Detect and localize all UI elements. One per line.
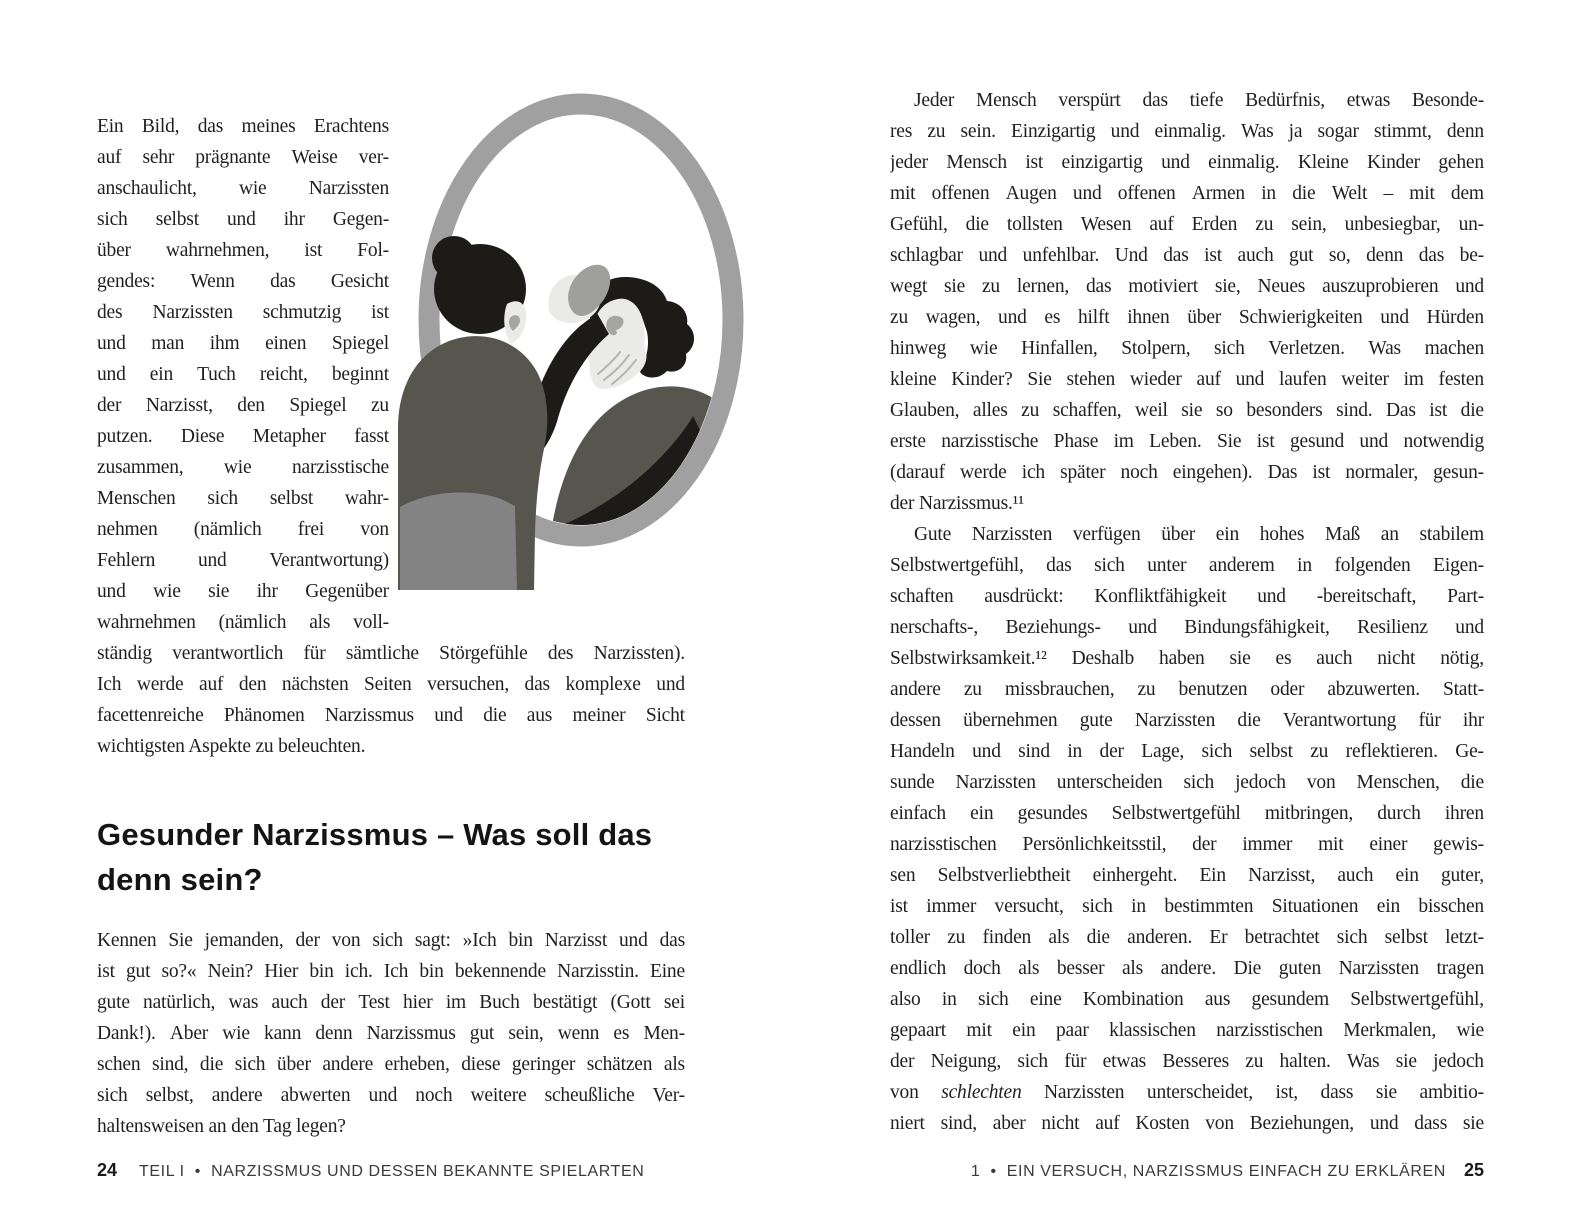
text-line: sich selbst und ihr Gegen- — [97, 209, 389, 230]
person-skirt — [400, 492, 517, 590]
text-line: toller zu finden als die anderen. Er betrachtet sich selbst letzt- — [890, 927, 1484, 948]
text-line: erste narzisstische Phase im Leben. Sie ist gesund und notwendig — [890, 431, 1484, 452]
text-line: hinweg wie Hinfallen, Stolpern, sich Verletzen. Was machen — [890, 338, 1484, 359]
text-line: Kennen Sie jemanden, der von sich sagt: »Ich bin Narzisst und das — [97, 930, 685, 951]
text-line: sich selbst, andere abwerten und noch weitere scheußliche Ver- — [97, 1085, 685, 1106]
text-line: gute natürlich, was auch der Test hier im Buch bestätigt (Gott sei — [97, 992, 685, 1013]
text-line: Selbstwertgefühl, das sich unter anderem in folgenden Eigen- — [890, 555, 1484, 576]
text-line: Ich werde auf den nächsten Seiten versuchen, das komplexe und — [97, 674, 685, 695]
page-number: 25 — [1463, 1160, 1484, 1180]
text-line: Menschen sich selbst wahr- — [97, 488, 389, 509]
text-line: ist immer versucht, sich in bestimmten Situationen ein bisschen — [890, 896, 1484, 917]
page-right — [791, 0, 1582, 1223]
text-line: haltensweisen an den Tag legen? — [97, 1116, 346, 1137]
text-line: Fehlern und Verantwortung) — [97, 550, 389, 571]
text-line: Gefühl, die tollsten Wesen auf Erden zu sein, unbesiegbar, un- — [890, 214, 1484, 235]
text-line: endlich doch als besser als andere. Die guten Narzissten tragen — [890, 958, 1484, 979]
text-line: facettenreiche Phänomen Narzissmus und die aus meiner Sicht — [97, 705, 685, 726]
running-title: 1 • EIN VERSUCH, NARZISSMUS EINFACH ZU ERKLÄREN — [970, 1163, 1446, 1180]
text-line: niert sind, aber nicht auf Kosten von Beziehungen, und dass sie — [890, 1113, 1484, 1134]
text-line: nerschafts-, Beziehungs- und Bindungsfähigkeit, Resilienz und — [890, 617, 1484, 638]
text-line: schen sind, die sich über andere erheben, diese geringer schätzen als — [97, 1054, 685, 1075]
footer-right — [971, 1160, 1484, 1181]
mirror-illustration — [398, 80, 760, 590]
text-line: und ein Tuch reicht, beginnt — [97, 364, 389, 385]
text-line: res zu sein. Einzigartig und einmalig. Was ja sogar stimmt, denn — [890, 121, 1484, 142]
text-line: ist gut so?« Nein? Hier bin ich. Ich bin bekennende Narzisstin. Eine — [97, 961, 685, 982]
text-line: gendes: Wenn das Gesicht — [97, 271, 389, 292]
text-line: also in sich eine Kombination aus gesundem Selbstwertgefühl, — [890, 989, 1484, 1010]
text-line: zu wagen, und es hilft ihnen über Schwierigkeiten und Hürden — [890, 307, 1484, 328]
text-line: der Narzisst, den Spiegel zu — [97, 395, 389, 416]
heading-line: Gesunder Narzissmus – Was soll das — [97, 817, 653, 852]
text-line: Jeder Mensch verspürt das tiefe Bedürfnis, etwas Besonde- — [914, 90, 1484, 111]
running-title: TEIL I • NARZISSMUS UND DESSEN BEKANNTE SPIELARTEN — [139, 1163, 645, 1180]
text-line: wahrnehmen (nämlich als voll- — [97, 612, 389, 633]
text-line: kleine Kinder? Sie stehen wieder auf und laufen weiter im festen — [890, 369, 1484, 390]
text-line: wegt sie zu lernen, das motiviert sie, Neues auszuprobieren und — [890, 276, 1484, 297]
text-line: sen Selbstverliebtheit einhergeht. Ein Narzisst, auch ein guter, — [890, 865, 1484, 886]
text-line: schaften ausdrückt: Konfliktfähigkeit und -bereitschaft, Part- — [890, 586, 1484, 607]
text-line: wichtigsten Aspekte zu beleuchten. — [97, 736, 366, 757]
text-line: und wie sie ihr Gegenüber — [97, 581, 389, 602]
text-line: dessen übernehmen gute Narzissten die Verantwortung für ihr — [890, 710, 1484, 731]
text-line: einfach ein gesundes Selbstwertgefühl mitbringen, durch ihren — [890, 803, 1484, 824]
text-line: der Neigung, sich für etwas Besseres zu halten. Was sie jedoch — [890, 1051, 1484, 1072]
text-line: gepaart mit ein paar klassischen narzisstischen Merkmalen, wie — [890, 1020, 1484, 1041]
text-line: Dank!). Aber wie kann denn Narzissmus gut sein, wenn es Men- — [97, 1023, 685, 1044]
body-text — [890, 85, 1484, 1139]
text-line: zusammen, wie narzisstische — [97, 457, 389, 478]
text-line: Selbstwirksamkeit.¹² Deshalb haben sie es auch nicht nötig, — [890, 648, 1484, 669]
text-line: nehmen (nämlich frei von — [97, 519, 389, 540]
text-line: Ein Bild, das meines Erachtens — [97, 116, 389, 137]
text-line: Handeln und sind in der Lage, sich selbst zu reflektieren. Ge- — [890, 741, 1484, 762]
text-line: narzisstischen Persönlichkeitsstil, der immer mit einer gewis- — [890, 834, 1484, 855]
section-paragraph — [97, 925, 685, 1142]
footer-left — [97, 1160, 644, 1181]
text-line: und man ihm einen Spiegel — [97, 333, 389, 354]
section-heading — [97, 812, 657, 902]
text-line: (darauf werde ich später noch eingehen). Das ist normaler, gesun- — [890, 462, 1484, 483]
text-line: mit offenen Augen und offenen Armen in die Welt – mit dem — [890, 183, 1484, 204]
text-line: anschaulicht, wie Narzissten — [97, 178, 389, 199]
text-line: putzen. Diese Metapher fasst — [97, 426, 389, 447]
text-line: jeder Mensch ist einzigartig und einmalig. Kleine Kinder gehen — [890, 152, 1484, 173]
text-line: ständig verantwortlich für sämtliche Störgefühle des Narzissten). — [97, 643, 685, 664]
text-line: über wahrnehmen, ist Fol- — [97, 240, 389, 261]
text-line: Gute Narzissten verfügen über ein hohes Maß an stabilem — [914, 524, 1484, 545]
page-number: 24 — [97, 1160, 118, 1180]
text-line: andere zu missbrauchen, zu benutzen oder abzuwerten. Statt- — [890, 679, 1484, 700]
text-line: sunde Narzissten unterscheiden sich jedoch von Menschen, die — [890, 772, 1484, 793]
text-line: auf sehr prägnante Weise ver- — [97, 147, 389, 168]
text-line: der Narzissmus.¹¹ — [890, 493, 1024, 514]
text-line: von schlechten Narzissten unterscheidet, ist, dass sie ambitio- — [890, 1082, 1484, 1103]
heading-line: denn sein? — [97, 862, 263, 897]
text-line: Glauben, alles zu schaffen, weil sie so besonders sind. Das ist die — [890, 400, 1484, 421]
text-line: des Narzissten schmutzig ist — [97, 302, 389, 323]
text-line: schlagbar und unfehlbar. Und das ist auch gut so, denn das be- — [890, 245, 1484, 266]
